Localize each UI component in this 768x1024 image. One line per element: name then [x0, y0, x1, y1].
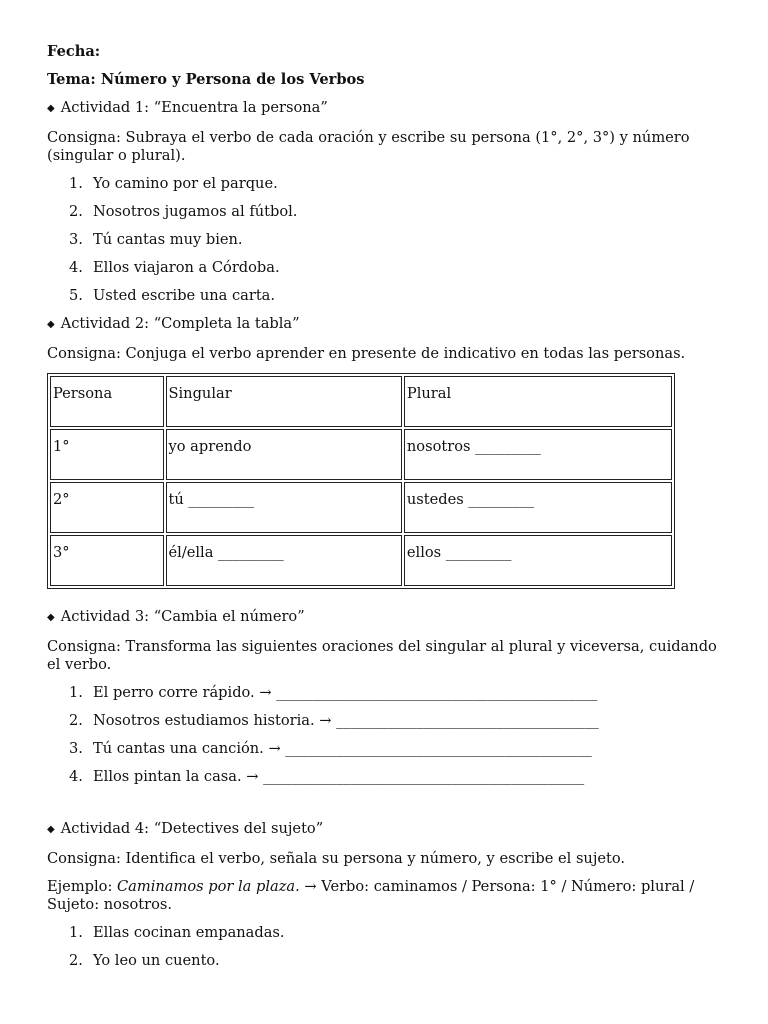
list-item: 4. Ellos viajaron a Córdoba.	[69, 259, 280, 276]
list-item: 5. Usted escribe una carta.	[69, 287, 276, 304]
table-row	[50, 429, 672, 480]
diamond-bullet-icon: ◆	[47, 824, 55, 835]
activity-4-example: Ejemplo: Caminamos por la plaza. → Verbo: caminamos / Persona: 1° / Número: plural / Sujeto: nosotros.	[47, 878, 695, 913]
table-cell: nosotros _________	[404, 429, 672, 480]
diamond-bullet-icon: ◆	[47, 103, 55, 114]
worksheet	[47, 43, 717, 980]
list-item: 2. Nosotros jugamos al fútbol.	[69, 203, 298, 220]
activity-3-list	[47, 684, 717, 786]
date-label: Fecha:	[47, 43, 101, 60]
table-header-cell: Singular	[166, 376, 402, 427]
list-item: 1. El perro corre rápido. → ____________________________________________	[69, 684, 598, 701]
table-cell: él/ella _________	[166, 535, 402, 586]
activity-2-instruction: Consigna: Conjuga el verbo aprender en presente de indicativo en todas las personas.	[47, 345, 686, 362]
list-item: 2. Nosotros estudiamos historia. → ____________________________________	[69, 712, 599, 729]
conjugation-table	[47, 373, 675, 589]
table-cell: 3°	[50, 535, 164, 586]
list-item: 3. Tú cantas muy bien.	[69, 231, 243, 248]
table-header-cell: Plural	[404, 376, 672, 427]
activity-4-instruction: Consigna: Identifica el verbo, señala su persona y número, y escribe el sujeto.	[47, 850, 626, 867]
table-cell: tú _________	[166, 482, 402, 533]
activity-1-list	[47, 175, 717, 305]
table-cell: 1°	[50, 429, 164, 480]
table-row	[50, 535, 672, 586]
list-item: 1. Ellas cocinan empanadas.	[69, 924, 285, 941]
table-cell: 2°	[50, 482, 164, 533]
table-cell: ustedes _________	[404, 482, 672, 533]
list-item: 3. Tú cantas una canción. → __________________________________________	[69, 740, 592, 757]
diamond-bullet-icon: ◆	[47, 319, 55, 330]
list-item: 1. Yo camino por el parque.	[69, 175, 278, 192]
conjugation-table-wrapper	[47, 373, 717, 589]
activity-4-list	[47, 924, 717, 970]
spacer	[47, 796, 717, 820]
table-cell: yo aprendo	[166, 429, 402, 480]
diamond-bullet-icon: ◆	[47, 612, 55, 623]
table-cell: ellos _________	[404, 535, 672, 586]
list-item: 2. Yo leo un cuento.	[69, 952, 220, 969]
topic-title: Tema: Número y Persona de los Verbos	[47, 71, 365, 88]
activity-3-title: ◆ Actividad 3: “Cambia el número”	[47, 608, 305, 625]
table-header-cell: Persona	[50, 376, 164, 427]
activity-2-title: ◆ Actividad 2: “Completa la tabla”	[47, 315, 300, 332]
list-item: 4. Ellos pintan la casa. → ____________________________________________	[69, 768, 585, 785]
table-header-row	[50, 376, 672, 427]
activity-4-title: ◆ Actividad 4: “Detectives del sujeto”	[47, 820, 324, 837]
activity-1-instruction: Consigna: Subraya el verbo de cada oración y escribe su persona (1°, 2°, 3°) y número (singular o plural).	[47, 129, 690, 164]
activity-3-instruction: Consigna: Transforma las siguientes oraciones del singular al plural y viceversa, cuidando el verbo.	[47, 638, 717, 673]
activity-1-title: ◆ Actividad 1: “Encuentra la persona”	[47, 99, 328, 116]
table-row	[50, 482, 672, 533]
